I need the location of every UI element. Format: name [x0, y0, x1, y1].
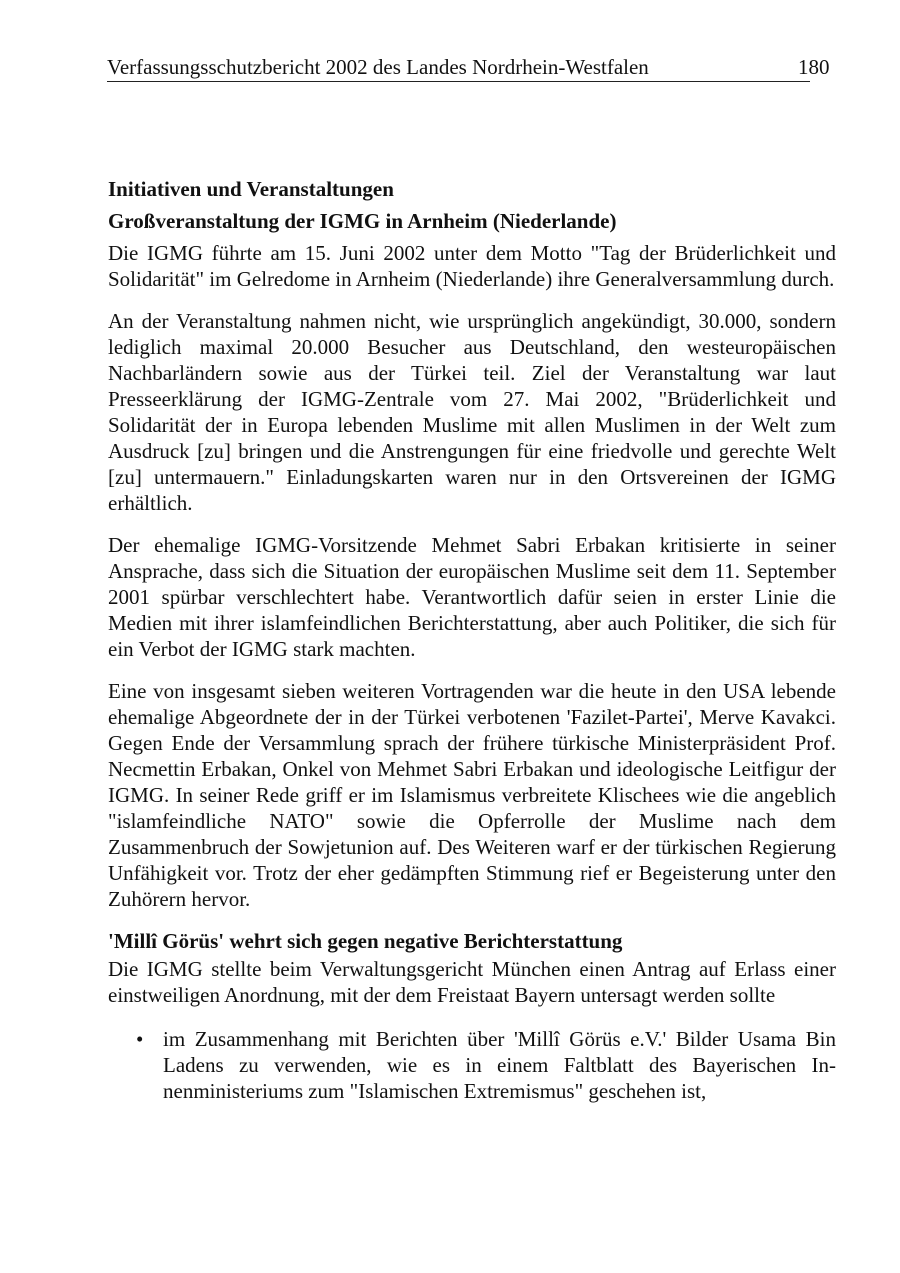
subsection-heading-arnheim: Großveranstaltung der IGMG in Arnheim (Niederlande) — [108, 209, 617, 233]
paragraph: An der Veranstaltung nahmen nicht, wie ursprünglich angekündigt, 30.000, sondern lediglich maximal 20.000 Besucher aus Deutschland, den westeuropäischen Nachbarländern sowie aus der Türkei teil. Ziel der Veranstaltung war laut Presseerklärung der IGMG-Zentrale vom 27. Mai 2002, "Brüderlichkeit und Solidarität der in Europa lebenden Muslime mit allen Muslimen in der Welt zum Ausdruck [zu] bringen und die Anstrengungen für eine friedvolle und gerechte Welt [zu] untermauern." Einladungskarten waren nur in den Ortsvereinen der IGMG erhältlich. — [108, 309, 836, 515]
running-header-title: Verfassungsschutzbericht 2002 des Landes Nordrhein-Westfalen — [107, 54, 810, 82]
subsection-heading-milli-goerues: 'Millî Görüs' wehrt sich gegen negative Berichterstattung — [108, 929, 623, 953]
paragraph: Eine von insgesamt sieben weiteren Vortragenden war die heute in den USA lebende ehemalige Abgeordnete der in der Türkei verbotenen 'Fazilet-Partei', Merve Kavakci. Gegen Ende der Versammlung sprach der frühere türkische Ministerpräsident Prof. Necmettin Erbakan, Onkel von Mehmet Sabri Erbakan und ideologische Leitfigur der IGMG. In seiner Rede griff er im Islamismus verbreitete Klischees wie die angeblich "islamfeindliche NATO" sowie die Opferrolle der Muslime nach dem Zusammenbruch der Sowjetunion auf. Des Weiteren warf er der türkischen Regierung Unfähigkeit vor. Trotz der eher gedämpften Stimmung rief er Begeisterung unter den Zuhörern hervor. — [108, 679, 836, 911]
list-item — [108, 1026, 836, 1104]
section-heading: Initiativen und Veranstaltungen — [108, 177, 394, 201]
page-number: 180 — [798, 55, 830, 79]
bullet-icon: • — [136, 1027, 144, 1051]
paragraph: Die IGMG führte am 15. Juni 2002 unter dem Motto "Tag der Brüderlichkeit und Solidarität" im Gelredome in Arnheim (Niederlande) ihre Generalversammlung durch. — [108, 241, 836, 291]
paragraph: Die IGMG stellte beim Verwaltungsgericht München einen Antrag auf Erlass einer einstweiligen Anordnung, mit der dem Freistaat Bayern untersagt werden sollte — [108, 957, 836, 1007]
list-item-text: im Zusammenhang mit Berichten über 'Millî Görüs e.V.' Bilder Usama Bin Ladens zu verwenden, wie es in einem Faltblatt des Bayerischen Innenministeriums zum "Islamischen Extremismus" geschehen ist, — [163, 1027, 836, 1103]
main-content — [108, 176, 836, 1104]
paragraph: Der ehemalige IGMG-Vorsitzende Mehmet Sabri Erbakan kritisierte in seiner Ansprache, dass sich die Situation der europäischen Muslime seit dem 11. September 2001 spürbar verschlechtert habe. Verantwortlich dafür seien in erster Linie die Medien mit ihrer islamfeindlichen Berichterstattung, aber auch Politiker, die sich für ein Verbot der IGMG stark machten. — [108, 533, 836, 661]
bullet-list — [108, 1026, 836, 1104]
